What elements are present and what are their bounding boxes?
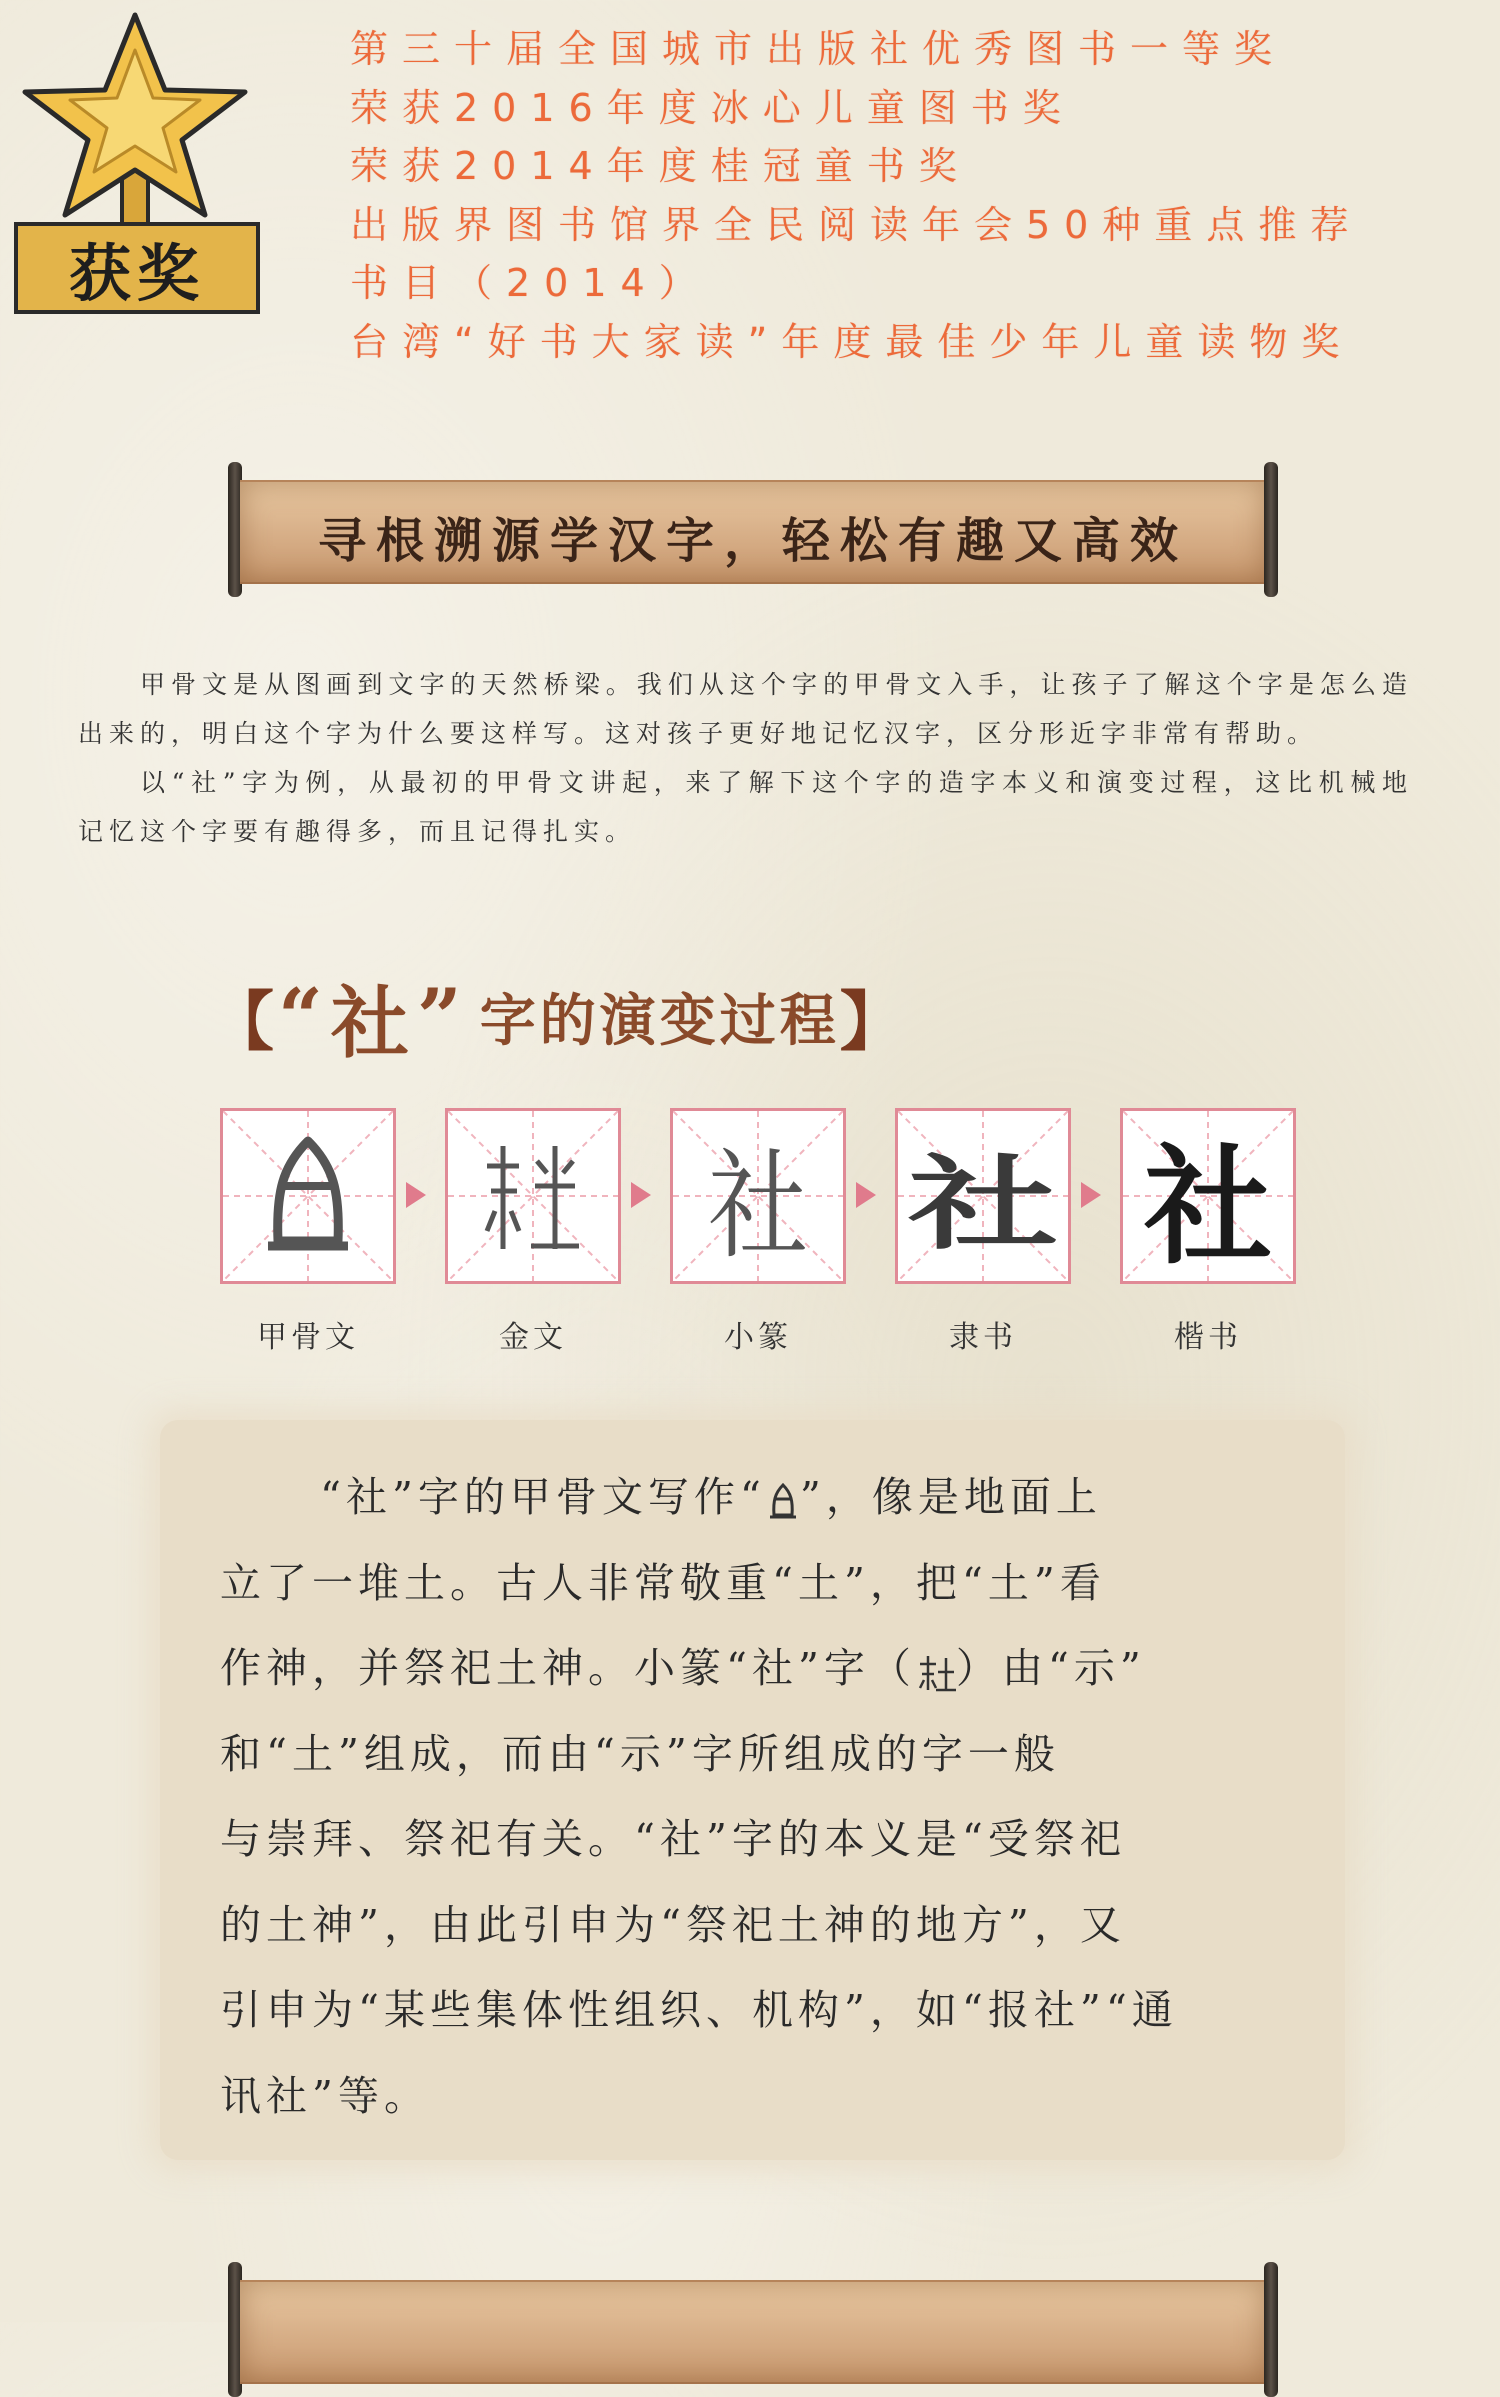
award-item: 出版界图书馆界全民阅读年会50种重点推荐	[350, 202, 1363, 247]
explanation-fragment: ”，像是地面上	[799, 1473, 1102, 1521]
award-badge	[10, 10, 260, 320]
evolution-heading	[210, 971, 904, 1069]
explanation-panel	[160, 1420, 1345, 2160]
oracle-bone-inline-icon	[766, 1481, 800, 1521]
intro-paragraph: 以“社”字为例，从最初的甲骨文讲起，来了解下这个字的造字本义和演变过程，这比机械地记忆这个字要有趣得多，而且记得扎实。	[78, 768, 1413, 846]
explanation-fragment: ）由“示”	[955, 1644, 1146, 1692]
oracle-bone-she-glyph	[248, 1131, 368, 1261]
oracle-bone-glyph-box	[220, 1108, 396, 1284]
heading-quote-close: ”	[416, 971, 462, 1063]
regular-glyph-box	[1120, 1108, 1296, 1284]
star-trophy-icon	[10, 10, 260, 230]
clerical-she-glyph: 社	[908, 1144, 1058, 1264]
award-item: 第三十届全国城市出版社优秀图书一等奖	[350, 27, 1287, 71]
explanation-fragment: 作神，并祭祀土神。小篆“社”字（	[220, 1644, 916, 1692]
explanation-line	[220, 1455, 1288, 1541]
arrow-right-icon	[856, 1182, 876, 1208]
explanation-line: 和“土”组成，而由“示”字所组成的字一般	[220, 1729, 1060, 1778]
bronze-glyph-box	[445, 1108, 621, 1284]
small-seal-she-glyph: 社	[707, 1137, 809, 1275]
scroll-rod-right	[1264, 2262, 1278, 2397]
explanation-text	[220, 1455, 1288, 2139]
small-seal-glyph-box	[670, 1108, 846, 1284]
bronze-she-glyph	[473, 1131, 593, 1261]
explanation-line	[220, 1626, 1288, 1712]
section-banner	[228, 462, 1278, 597]
award-item: 荣获2016年度冰心儿童图书奖	[350, 85, 1075, 130]
awards-list	[350, 20, 1450, 371]
explanation-line: 与崇拜、祭祀有关。“社”字的本义是“受祭祀	[220, 1815, 1126, 1863]
small-seal-inline-icon	[916, 1650, 956, 1694]
award-label: 获奖	[14, 222, 260, 314]
script-label-regular: 楷书	[1174, 1320, 1242, 1355]
explanation-line: 引申为“某些集体性组织、机构”，如“报社”“通	[220, 1986, 1178, 2034]
script-label-oracle-bone: 甲骨文	[257, 1320, 359, 1355]
heading-char: 社	[330, 978, 409, 1069]
intro-paragraph: 甲骨文是从图画到文字的天然桥梁。我们从这个字的甲骨文入手，让孩子了解这个字是怎么造出来的，明白这个字为什么要这样写。这对孩子更好地记忆汉字，区分形近字非常有帮助。	[78, 670, 1413, 748]
heading-bracket-open: 【	[210, 985, 274, 1060]
regular-she-glyph: 社	[1143, 1132, 1272, 1282]
arrow-right-icon	[631, 1182, 651, 1208]
explanation-line: 的土神”，由此引申为“祭祀土神的地方”，又	[220, 1900, 1126, 1949]
script-label-bronze: 金文	[499, 1320, 567, 1355]
script-label-clerical: 隶书	[949, 1320, 1017, 1355]
explanation-line: 讯社”等。	[220, 2071, 430, 2120]
heading-quote-open: “	[278, 971, 323, 1063]
section-banner-partial	[228, 2262, 1278, 2397]
award-item: 台湾“好书大家读”年度最佳少年儿童读物奖	[350, 319, 1354, 364]
explanation-fragment: “社”字的甲骨文写作“	[320, 1473, 766, 1521]
arrow-right-icon	[1081, 1182, 1101, 1208]
award-item: 荣获2014年度桂冠童书奖	[350, 144, 971, 188]
heading-title: 字的演变过程	[479, 988, 840, 1054]
scroll-paper	[240, 2280, 1266, 2384]
arrow-right-icon	[406, 1182, 426, 1208]
award-item: 书目（2014）	[350, 261, 711, 305]
banner-title: 寻根溯源学汉字，轻松有趣又高效	[317, 513, 1188, 569]
heading-bracket-close: 】	[839, 985, 904, 1060]
explanation-line: 立了一堆土。古人非常敬重“土”，把“土”看	[220, 1558, 1106, 1607]
script-label-small-seal: 小篆	[724, 1320, 792, 1355]
intro-text	[78, 660, 1413, 856]
clerical-glyph-box	[895, 1108, 1071, 1284]
